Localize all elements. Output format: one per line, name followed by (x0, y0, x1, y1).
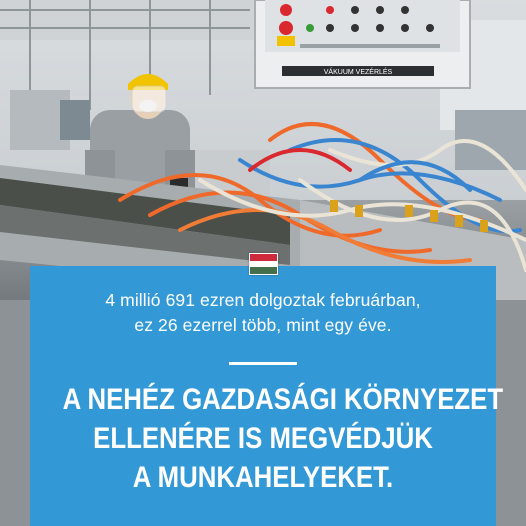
divider-line (229, 362, 297, 365)
control-panel-label: VÁKUUM VEZÉRLÉS (323, 69, 393, 76)
flag-stripe-red (250, 254, 277, 261)
headline-line: A NEHÉZ GAZDASÁGI KÖRNYEZET (62, 383, 504, 416)
hungarian-flag-icon (249, 253, 278, 275)
headline (62, 380, 504, 497)
flag-stripe-white (250, 261, 277, 268)
employment-subtitle (30, 288, 496, 338)
flag-stripe-green (250, 267, 277, 274)
subtitle-line: 4 millió 691 ezren dolgoztak februárban, (105, 290, 421, 310)
headline-line: ELLENÉRE IS MEGVÉDJÜK (93, 422, 433, 455)
info-panel (30, 266, 504, 526)
subtitle-line: ez 26 ezerrel több, mint egy éve. (134, 315, 392, 335)
headline-line: A MUNKAHELYEKET. (132, 461, 394, 494)
